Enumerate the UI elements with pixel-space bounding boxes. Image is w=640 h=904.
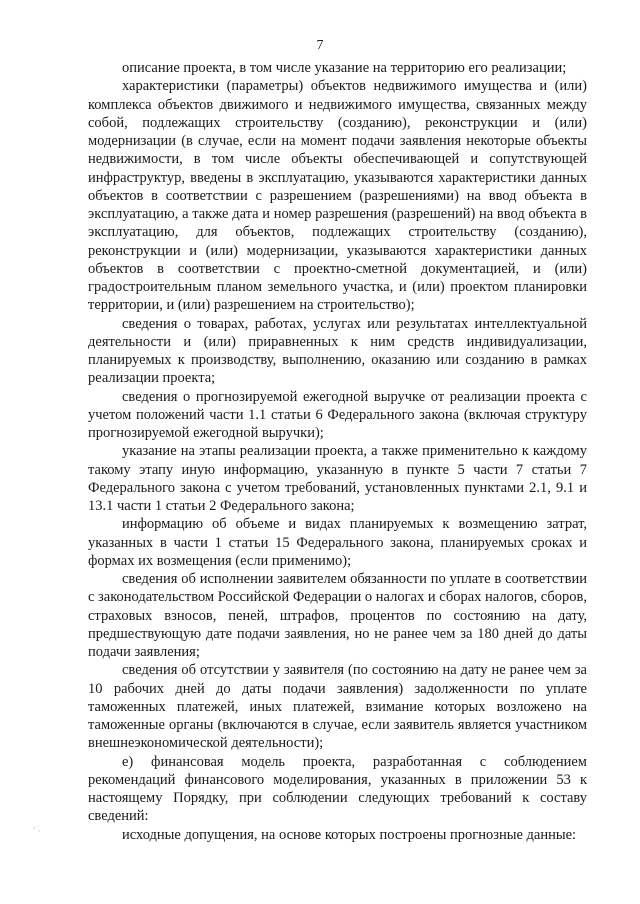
page-number: 7: [316, 38, 324, 53]
paragraph-project-description: описание проекта, в том числе указание на территорию его реализации;: [122, 60, 567, 76]
paragraph-tax-obligations: сведения об исполнении заявителем обязанности по уплате в соответствии с законодательством Российской Федерации о налогах и сборах налогов, сборов, страховых взносов, пеней, штрафов, процентов по состоянию на дату, предшествующую дате подачи заявления, но не ранее чем за 180 дней до даты подачи заявления;: [88, 571, 587, 660]
scan-artifact-mark: [30, 822, 44, 836]
paragraph-financial-model: е) финансовая модель проекта, разработанная с соблюдением рекомендаций финансового моделирования, указанных в приложении 53 к настоящему Порядку, при соблюдении следующих требований к составу сведений:: [88, 753, 587, 825]
paragraph-goods-and-services: сведения о товарах, работах, услугах или результатах интеллектуальной деятельности и (или) приравненных к ним средств индивидуализации, планируемых к производству, выполнению, оказанию или созданию в рамках реализации проекта;: [88, 315, 587, 387]
paragraph-customs-debt: сведения об отсутствии у заявителя (по состоянию на дату не ранее чем за 10 рабочих дней до даты подачи заявления) задолженности по уплате таможенных платежей, иных платежей, взимание которых возложено на таможенные органы (включаются в случае, если заявитель является участником внешнеэкономической деятельности);: [88, 662, 587, 752]
paragraph-forecast-revenue: сведения о прогнозируемой ежегодной выручке от реализации проекта с учетом положений части 1.1 статьи 6 Федерального закона (включая структуру прогнозируемой ежегодной выручки);: [88, 388, 587, 441]
paragraph-project-stages: указание на этапы реализации проекта, а также применительно к каждому такому этапу иную информацию, указанную в пункте 5 части 7 статьи 7 Федерального закона с учетом требований, установленных пунктами 2.1, 9.1 и 13.1 части 1 статьи 2 Федерального закона;: [88, 443, 587, 514]
paragraph-initial-assumptions: исходные допущения, на основе которых построены прогнозные данные:: [122, 826, 577, 843]
document-body: [88, 59, 587, 844]
paragraph-real-estate-characteristics: характеристики (параметры) объектов недвижимого имущества и (или) комплекса объектов движимого и недвижимого имущества, связанных между собой, подлежащих строительству (созданию), реконструкции и (или) модернизации (в случае, если на момент подачи заявления некоторые объекты недвижимости, в том числе объекты обеспечивающей и сопутствующей инфраструктур, введены в эксплуатацию, указываются характеристики данных объектов в соответствии с разрешением (разрешениями) на ввод объекта в эксплуатацию, а также дата и номер разрешения (разрешений) на ввод объекта в эксплуатацию, для объектов, подлежащих строительству (созданию), реконструкции и (или) модернизации, указываются характеристики данных объектов в соответствии с проектно-сметной документацией, и (или) градостроительным планом земельного участка, и (или) проектом планировки территории, и (или) разрешением на строительство);: [88, 78, 587, 314]
paragraph-reimbursable-costs: информацию об объеме и видах планируемых к возмещению затрат, указанных в части 1 статьи 15 Федерального закона, планируемых сроках и формах их возмещения (если применимо);: [88, 516, 587, 569]
